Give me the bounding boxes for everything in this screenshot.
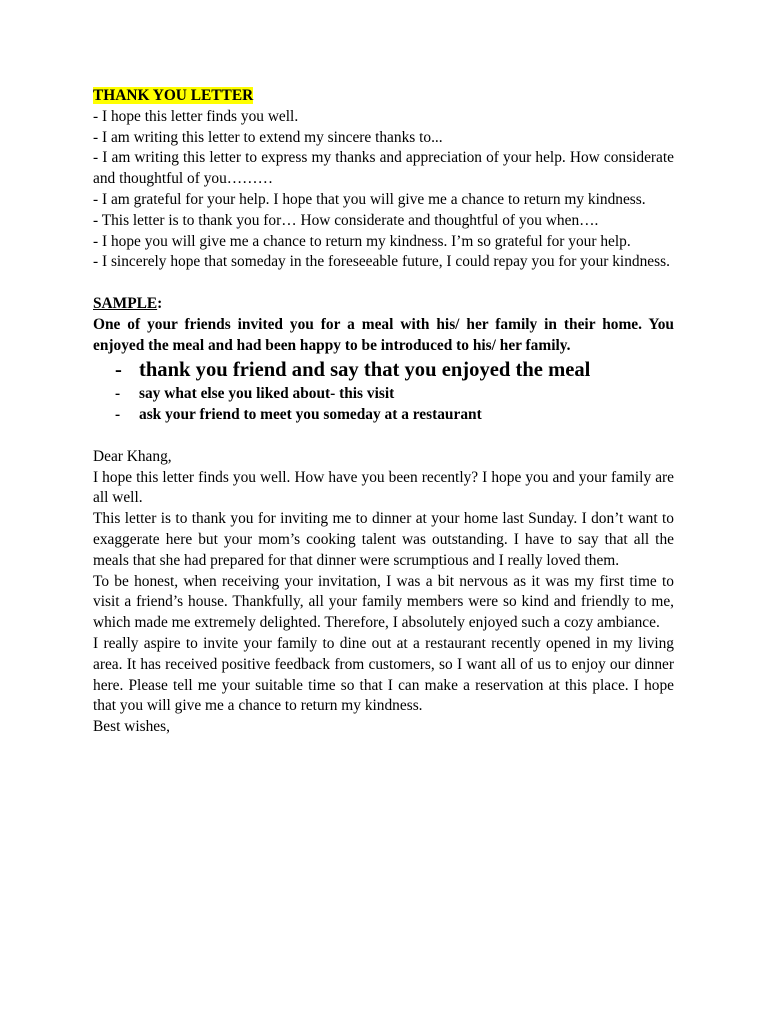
- sample-prompt: One of your friends invited you for a meal with his/ her family in their home. You enjoyed the meal and had been happy to be introduced to his/ her family.: [93, 315, 674, 354]
- phrase-7: - I sincerely hope that someday in the foreseeable future, I could repay you for your kindness.: [93, 253, 670, 271]
- phrase-4: - I am grateful for your help. I hope that you will give me a chance to return my kindness.: [93, 190, 646, 208]
- spacer: [93, 426, 674, 447]
- phrase-5: - This letter is to thank you for… How considerate and thoughtful of you when….: [93, 211, 599, 229]
- phrase-3: - I am writing this letter to express my thanks and appreciation of your help. How considerate and thoughtful of you………: [93, 149, 674, 188]
- phrase-1: - I hope this letter finds you well.: [93, 107, 299, 125]
- bullet-dash: -: [115, 406, 121, 424]
- sample-heading-line: [93, 294, 674, 315]
- document-title: THANK YOU LETTER: [93, 87, 254, 104]
- task-text: ask your friend to meet you someday at a restaurant: [139, 406, 482, 424]
- letter-paragraph-2: This letter is to thank you for inviting me to dinner at your home last Sunday. I don’t want to exaggerate here but your mom’s cooking talent was outstanding. I have to say that all the meals that she had prepared for that dinner were scrumptious and I really loved them.: [93, 510, 674, 569]
- letter-closing: Best wishes,: [93, 718, 170, 736]
- task-item: [93, 356, 674, 384]
- phrase-6: - I hope you will give me a chance to return my kindness. I’m so grateful for your help.: [93, 232, 631, 250]
- task-list: [93, 356, 674, 426]
- title-line: [93, 86, 674, 107]
- task-item: [93, 405, 674, 426]
- task-text: thank you friend and say that you enjoyed the meal: [139, 359, 591, 382]
- task-item: [93, 384, 674, 405]
- letter-paragraph-4: I really aspire to invite your family to dine out at a restaurant recently opened in my living area. It has received positive feedback from customers, so I want all of us to enjoy our dinner here. Please tell me your suitable time so that I can make a reservation at this place. I hope that you will give me a chance to return my kindness.: [93, 634, 674, 715]
- sample-heading: SAMPLE: [93, 294, 158, 312]
- task-text: say what else you liked about- this visit: [139, 385, 395, 403]
- spacer: [93, 273, 674, 294]
- bullet-dash: -: [115, 385, 121, 403]
- sample-colon: :: [157, 294, 163, 312]
- bullet-dash: -: [115, 359, 122, 382]
- letter-greeting: Dear Khang,: [93, 447, 172, 465]
- document-page: [93, 86, 674, 738]
- letter-paragraph-1: I hope this letter finds you well. How have you been recently? I hope you and your family are all well.: [93, 468, 674, 507]
- letter-paragraph-3: To be honest, when receiving your invitation, I was a bit nervous as it was my first time to visit a friend’s house. Thankfully, all your family members were so kind and friendly to me, which made me extremely delighted. Therefore, I absolutely enjoyed such a cozy ambiance.: [93, 572, 674, 632]
- phrase-2: - I am writing this letter to extend my sincere thanks to...: [93, 128, 443, 146]
